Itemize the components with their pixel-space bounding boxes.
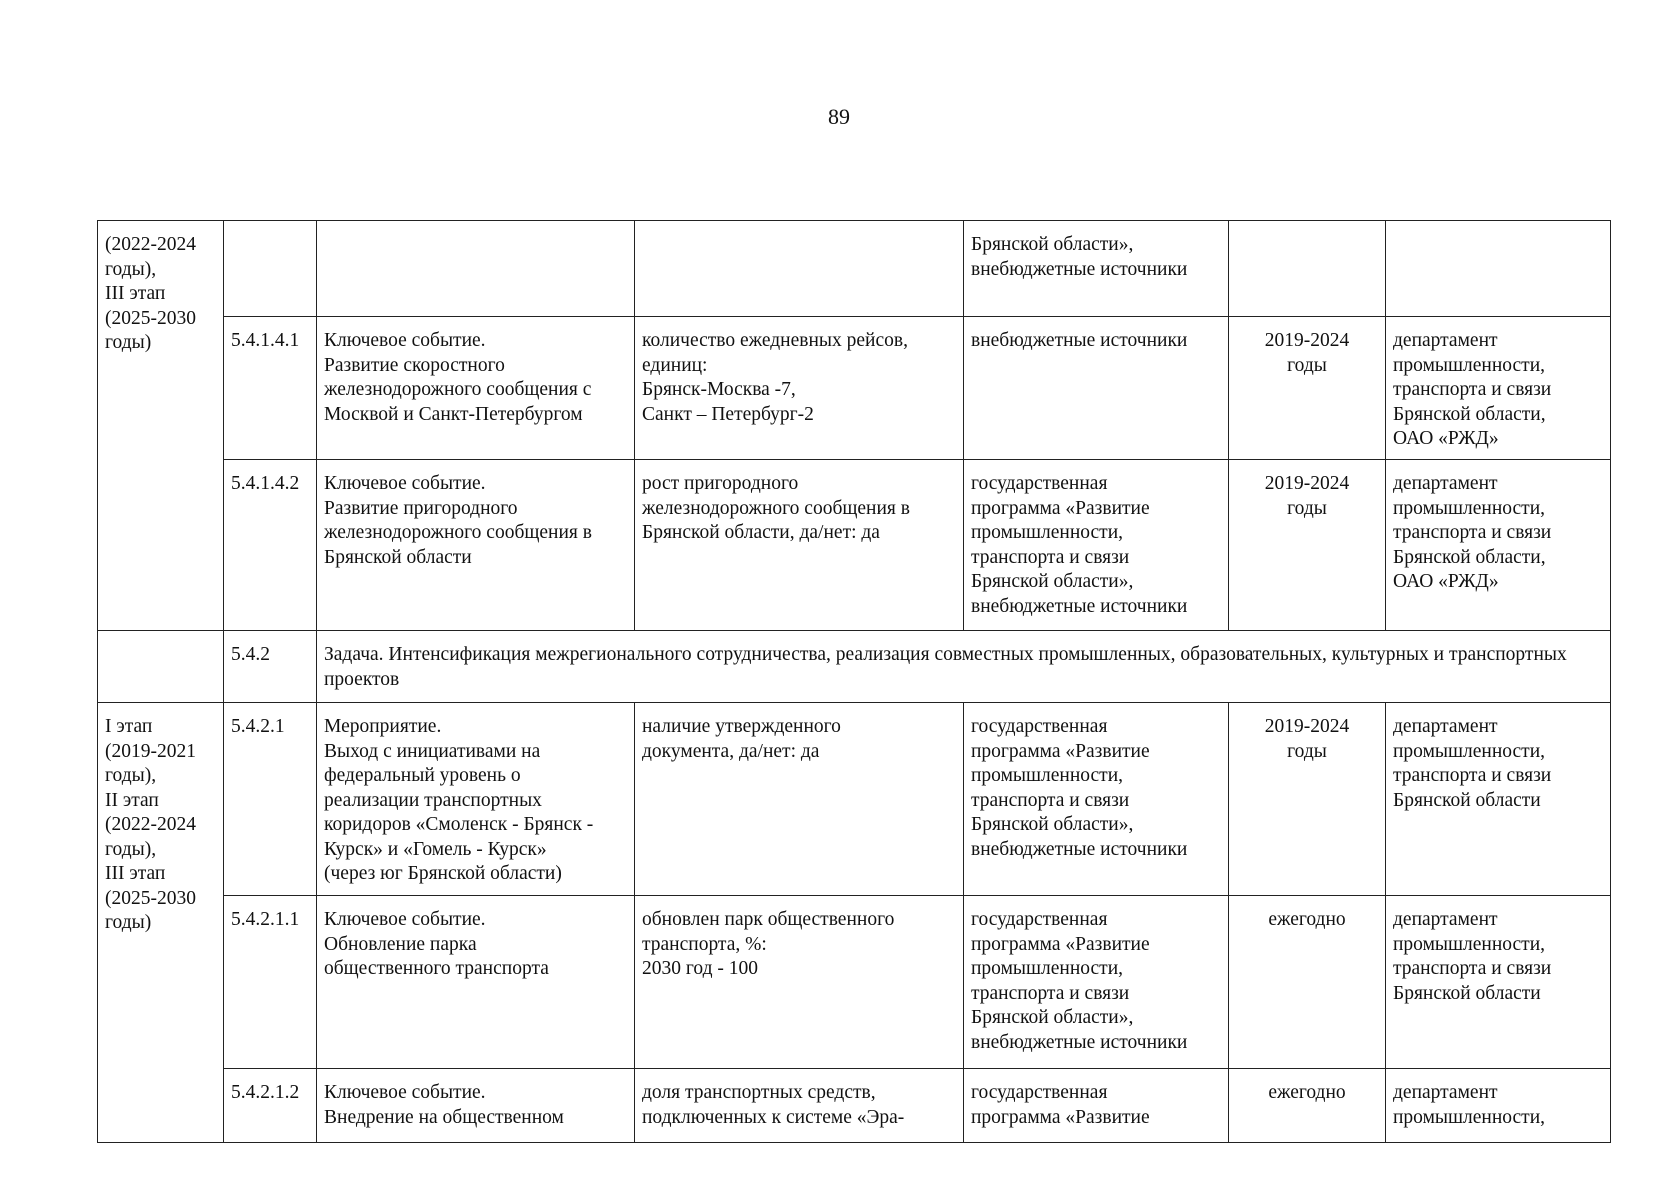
term-cell: ежегодно	[1229, 896, 1386, 1069]
task-row	[98, 631, 1611, 703]
term-cell: 2019-2024 годы	[1229, 460, 1386, 631]
source-cell: внебюджетные источники	[964, 317, 1229, 460]
name-cell	[317, 221, 635, 317]
code-cell: 5.4.2.1	[224, 703, 317, 896]
source-cell: Брянской области», внебюджетные источники	[964, 221, 1229, 317]
name-cell: Ключевое событие. Внедрение на общественном	[317, 1069, 635, 1143]
indicator-cell: наличие утвержденного документа, да/нет: да	[635, 703, 964, 896]
plan-table	[97, 220, 1611, 1143]
table-row	[98, 221, 1611, 317]
indicator-cell: количество ежедневных рейсов, единиц: Брянск-Москва -7, Санкт – Петербург-2	[635, 317, 964, 460]
executor-cell: департамент промышленности, транспорта и связи Брянской области, ОАО «РЖД»	[1386, 317, 1611, 460]
table-row	[98, 703, 1611, 896]
stage-cell: (2022-2024 годы), III этап (2025-2030 годы)	[98, 221, 224, 631]
executor-cell: департамент промышленности, транспорта и связи Брянской области	[1386, 896, 1611, 1069]
task-cell: Задача. Интенсификация межрегионального сотрудничества, реализация совместных промышленных, образовательных, культурных и транспортных проектов	[317, 631, 1611, 703]
source-cell: государственная программа «Развитие промышленности, транспорта и связи Брянской области», внебюджетные источники	[964, 703, 1229, 896]
indicator-cell	[635, 221, 964, 317]
table-row	[98, 1069, 1611, 1143]
stage-cell	[98, 631, 224, 703]
code-cell: 5.4.1.4.1	[224, 317, 317, 460]
indicator-cell: доля транспортных средств, подключенных к системе «Эра-	[635, 1069, 964, 1143]
page-number: 89	[828, 104, 850, 129]
source-cell: государственная программа «Развитие	[964, 1069, 1229, 1143]
executor-cell	[1386, 221, 1611, 317]
term-cell: 2019-2024 годы	[1229, 703, 1386, 896]
table-row	[98, 460, 1611, 631]
executor-cell: департамент промышленности, транспорта и связи Брянской области, ОАО «РЖД»	[1386, 460, 1611, 631]
stage-cell: I этап (2019-2021 годы), II этап (2022-2024 годы), III этап (2025-2030 годы)	[98, 703, 224, 1143]
source-cell: государственная программа «Развитие промышленности, транспорта и связи Брянской области», внебюджетные источники	[964, 896, 1229, 1069]
code-cell: 5.4.2.1.2	[224, 1069, 317, 1143]
code-cell: 5.4.2.1.1	[224, 896, 317, 1069]
term-cell: 2019-2024 годы	[1229, 317, 1386, 460]
table-row	[98, 896, 1611, 1069]
indicator-cell: обновлен парк общественного транспорта, %: 2030 год - 100	[635, 896, 964, 1069]
code-cell	[224, 221, 317, 317]
source-cell: государственная программа «Развитие промышленности, транспорта и связи Брянской области», внебюджетные источники	[964, 460, 1229, 631]
name-cell: Ключевое событие. Обновление парка общественного транспорта	[317, 896, 635, 1069]
name-cell: Ключевое событие. Развитие скоростного железнодорожного сообщения с Москвой и Санкт-Петербургом	[317, 317, 635, 460]
code-cell: 5.4.2	[224, 631, 317, 703]
table-row	[98, 317, 1611, 460]
executor-cell: департамент промышленности,	[1386, 1069, 1611, 1143]
term-cell: ежегодно	[1229, 1069, 1386, 1143]
term-cell	[1229, 221, 1386, 317]
name-cell: Ключевое событие. Развитие пригородного железнодорожного сообщения в Брянской области	[317, 460, 635, 631]
executor-cell: департамент промышленности, транспорта и связи Брянской области	[1386, 703, 1611, 896]
indicator-cell: рост пригородного железнодорожного сообщения в Брянской области, да/нет: да	[635, 460, 964, 631]
name-cell: Мероприятие. Выход с инициативами на федеральный уровень о реализации транспортных коридоров «Смоленск - Брянск - Курск» и «Гомель - Курск» (через юг Брянской области)	[317, 703, 635, 896]
code-cell: 5.4.1.4.2	[224, 460, 317, 631]
